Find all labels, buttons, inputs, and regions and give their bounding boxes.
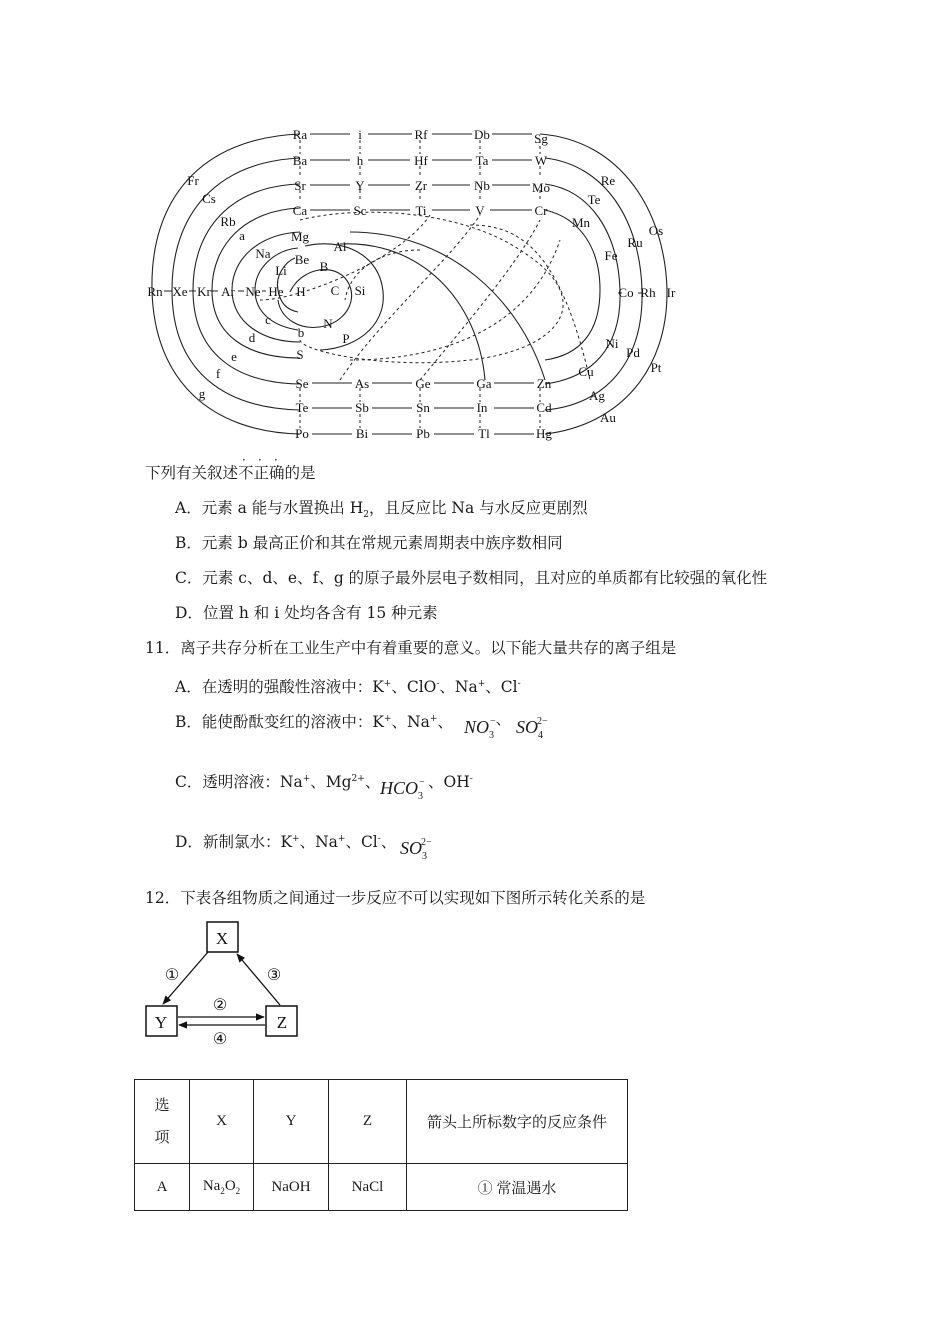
question-number: 12． xyxy=(145,889,181,907)
row-a-option: A xyxy=(135,1164,190,1211)
el-Hg: Hg xyxy=(536,426,552,441)
superscript: + xyxy=(383,679,392,689)
row-a-z: NaCl xyxy=(329,1164,407,1211)
superscript: - xyxy=(517,679,521,689)
q10-option-a xyxy=(175,497,588,526)
el-Mg: Mg xyxy=(290,229,310,244)
sulfate-formula xyxy=(516,716,554,741)
el-N: N xyxy=(323,316,333,331)
superscript: + xyxy=(477,679,486,689)
el-Ba: Ba xyxy=(292,153,308,168)
header-x: X xyxy=(190,1080,254,1164)
subscript: 2 xyxy=(220,1186,225,1196)
spiral-periodic-table-figure xyxy=(140,120,680,465)
el-Au: Au xyxy=(600,410,616,425)
option-label: C． xyxy=(175,773,203,792)
el-Xe: Xe xyxy=(172,284,188,299)
el-Po: Po xyxy=(295,426,309,441)
formula-main: SO xyxy=(516,717,538,737)
superscript: + xyxy=(383,714,392,724)
formula-main: SO xyxy=(400,838,422,858)
q11-option-b xyxy=(175,708,453,733)
option-text: 元素 c、d、e、f、g 的原子最外层电子数相同，且对应的单质都有比较强的氧化性 xyxy=(202,569,768,587)
diagram-x: X xyxy=(215,929,229,948)
el-Sc: Sc xyxy=(353,203,367,218)
formula-subscript: 3 xyxy=(489,730,495,741)
option-text: ，且反应比 Na 与水反应更剧烈 xyxy=(368,499,588,517)
el-He: He xyxy=(268,284,284,299)
formula-subscript: 3 xyxy=(418,791,424,802)
option-text: 能使酚酞变红的溶液中：K xyxy=(201,713,384,732)
hydroxide-ion xyxy=(428,768,473,793)
separator: 、 xyxy=(495,712,511,728)
option-text: 、Cl xyxy=(345,833,378,852)
el-Ag: Ag xyxy=(589,388,605,403)
bicarbonate-formula xyxy=(380,777,429,802)
el-b: b xyxy=(297,325,305,340)
el-B: B xyxy=(319,259,329,274)
row-a-condition: ① 常温遇水 xyxy=(407,1164,628,1211)
formula-part: O xyxy=(224,1178,236,1194)
formula-subscript: 3 xyxy=(422,851,427,862)
el-Fe: Fe xyxy=(604,248,618,263)
header-option xyxy=(135,1080,190,1164)
formula-superscript: − xyxy=(490,716,496,727)
option-label: D． xyxy=(175,604,203,622)
subscript: 2 xyxy=(235,1186,241,1196)
superscript: + xyxy=(429,714,438,724)
el-P: P xyxy=(342,331,350,346)
el-Pt: Pt xyxy=(650,360,662,375)
option-text: 、 xyxy=(380,833,397,852)
el-g: g xyxy=(198,386,206,401)
q10-stem-post: 的是 xyxy=(284,464,316,482)
el-Kr: Kr xyxy=(197,284,211,299)
el-Na: Na xyxy=(255,246,271,261)
option-text: 、Na xyxy=(391,713,430,732)
option-label: A． xyxy=(175,499,202,517)
el-Mo: Mo xyxy=(531,180,551,195)
el-Db: Db xyxy=(474,127,490,142)
el-W: W xyxy=(534,153,548,168)
superscript: - xyxy=(377,834,381,844)
question-text: 下表各组物质之间通过一步反应不可以实现如下图所示转化关系的是 xyxy=(180,889,646,907)
option-text: 、 xyxy=(437,713,453,732)
el-Pd: Pd xyxy=(626,345,640,360)
el-Al: Al xyxy=(333,239,347,254)
option-label: B． xyxy=(175,713,202,732)
el-Pb: Pb xyxy=(416,426,430,441)
el-Ti: Ti xyxy=(415,203,427,218)
el-i: i xyxy=(358,127,362,142)
el-Ar: Ar xyxy=(221,284,235,299)
formula-main: HCO xyxy=(380,778,419,798)
el-V: V xyxy=(475,203,485,218)
option-text: 、ClO xyxy=(391,678,437,697)
el-Be: Be xyxy=(294,252,310,267)
formula-superscript: − xyxy=(419,777,425,788)
q11-option-a xyxy=(175,673,521,698)
header-condition: 箭头上所标数字的反应条件 xyxy=(407,1080,628,1164)
el-d: d xyxy=(248,330,256,345)
el-Ge: Ge xyxy=(415,376,431,391)
el-Ga: Ga xyxy=(476,376,492,391)
option-text: 、OH xyxy=(428,773,470,792)
el-Ta: Ta xyxy=(475,153,489,168)
diagram-z: Z xyxy=(276,1013,288,1032)
el-Ir: Ir xyxy=(666,285,676,300)
el-As: As xyxy=(354,376,370,391)
el-Zr: Zr xyxy=(414,178,428,193)
option-text: 新制氯水：K xyxy=(202,833,293,852)
q10-emphasis: · · · 不正确 xyxy=(238,453,285,482)
option-text: 、Na xyxy=(439,678,478,697)
el-Te: Te xyxy=(295,400,309,415)
el-Sb: Sb xyxy=(355,400,369,415)
superscript: + xyxy=(292,834,300,844)
q10-option-c xyxy=(175,567,767,589)
el-Zn: Zn xyxy=(536,376,552,391)
el-Li: Li xyxy=(275,263,287,278)
el-Ru: Ru xyxy=(627,235,643,250)
superscript: 2+ xyxy=(351,774,365,784)
superscript: - xyxy=(469,774,473,784)
table-row xyxy=(135,1164,628,1211)
q10-option-b xyxy=(175,532,563,554)
el-Rf: Rf xyxy=(414,127,428,142)
q11-option-c xyxy=(175,768,380,793)
el-Tl: Tl xyxy=(478,426,490,441)
superscript: + xyxy=(337,834,346,844)
arrow-label-4: ④ xyxy=(212,1031,228,1048)
el-Sg: Sg xyxy=(534,131,548,146)
option-text: 元素 a 能与水置换出 H xyxy=(201,499,364,517)
el-Hf: Hf xyxy=(414,153,428,168)
superscript: + xyxy=(302,774,311,784)
el-Ca: Ca xyxy=(292,203,308,218)
el-Se: Se xyxy=(295,376,309,391)
arrow-label-2: ② xyxy=(212,997,228,1014)
el-h: h xyxy=(356,153,364,168)
el-Sn: Sn xyxy=(416,400,430,415)
option-text: 、Cl xyxy=(485,678,518,697)
option-label: A． xyxy=(175,678,202,697)
el-Os: Os xyxy=(648,223,664,238)
formula-part: Na xyxy=(202,1178,221,1194)
el-Cs: Cs xyxy=(202,191,216,206)
option-text: 透明溶液：Na xyxy=(202,773,303,792)
el-Nb: Nb xyxy=(474,178,490,193)
question-text: 离子共存分析在工业生产中有着重要的意义。以下能大量共存的离子组是 xyxy=(180,639,677,657)
xyz-conversion-diagram xyxy=(140,918,310,1053)
header-z: Z xyxy=(329,1080,407,1164)
el-Ra: Ra xyxy=(292,127,308,142)
q12-table xyxy=(134,1079,628,1211)
q10-stem xyxy=(145,453,316,484)
option-text: 、Mg xyxy=(310,773,352,792)
el-C: C xyxy=(330,283,340,298)
header-option-bottom: 项 xyxy=(154,1129,170,1146)
formula-superscript: 2− xyxy=(537,716,548,727)
option-text: 元素 b 最高正价和其在常规元素周期表中族序数相同 xyxy=(201,534,563,552)
option-label: B． xyxy=(175,534,202,552)
q10-stem-emphasis-text: 不正确 xyxy=(238,464,285,482)
el-Co: Co xyxy=(618,285,634,300)
el-Ni: Ni xyxy=(605,336,619,351)
el-H: H xyxy=(296,284,306,299)
option-label: C． xyxy=(175,569,203,587)
sulfite-formula xyxy=(400,837,438,862)
el-Rn: Rn xyxy=(147,284,163,299)
q10-stem-pre: 下列有关叙述 xyxy=(145,464,239,482)
el-e: e xyxy=(231,349,237,364)
el-Y: Y xyxy=(355,178,365,193)
el-Rb: Rb xyxy=(220,214,236,229)
header-option-top: 选 xyxy=(154,1097,170,1114)
el-Ne: Ne xyxy=(245,284,261,299)
el-Rh: Rh xyxy=(640,285,656,300)
el-f: f xyxy=(215,366,221,381)
el-c: c xyxy=(265,312,271,327)
diagram-y: Y xyxy=(154,1013,168,1032)
el-In: In xyxy=(476,400,488,415)
el-Te2: Te xyxy=(587,192,601,207)
row-a-y: NaOH xyxy=(254,1164,329,1211)
arrow-label-1: ① xyxy=(164,967,180,984)
header-y: Y xyxy=(254,1080,329,1164)
el-a: a xyxy=(239,228,245,243)
formula-superscript: 2− xyxy=(421,837,432,848)
option-text: 、Na xyxy=(299,833,338,852)
q11-stem xyxy=(145,637,676,659)
el-Bi: Bi xyxy=(355,426,369,441)
row-a-x xyxy=(190,1164,254,1211)
q11-option-d xyxy=(175,828,396,853)
el-Si: Si xyxy=(354,283,366,298)
superscript: - xyxy=(436,679,440,689)
el-Re: Re xyxy=(600,173,616,188)
nitrate-formula xyxy=(464,712,515,741)
arrow-label-3: ③ xyxy=(266,967,282,984)
option-label: D． xyxy=(175,833,203,852)
formula-main: NO xyxy=(464,717,490,737)
el-Cd: Cd xyxy=(536,400,552,415)
option-text: 位置 h 和 i 处均各含有 15 种元素 xyxy=(202,604,438,622)
table-header-row xyxy=(135,1080,628,1164)
q12-stem xyxy=(145,887,645,909)
option-text: 、 xyxy=(364,773,381,792)
el-Fr: Fr xyxy=(187,173,199,188)
el-Cr: Cr xyxy=(534,203,548,218)
subscript: 2 xyxy=(363,510,369,521)
question-number: 11． xyxy=(145,639,181,657)
el-S: S xyxy=(296,347,304,362)
el-Mn: Mn xyxy=(571,215,591,230)
el-Sr: Sr xyxy=(294,178,306,193)
el-Cu: Cu xyxy=(578,364,594,379)
option-text: 在透明的强酸性溶液中：K xyxy=(201,678,384,697)
q10-option-d xyxy=(175,602,438,624)
formula-subscript: 4 xyxy=(538,730,543,741)
